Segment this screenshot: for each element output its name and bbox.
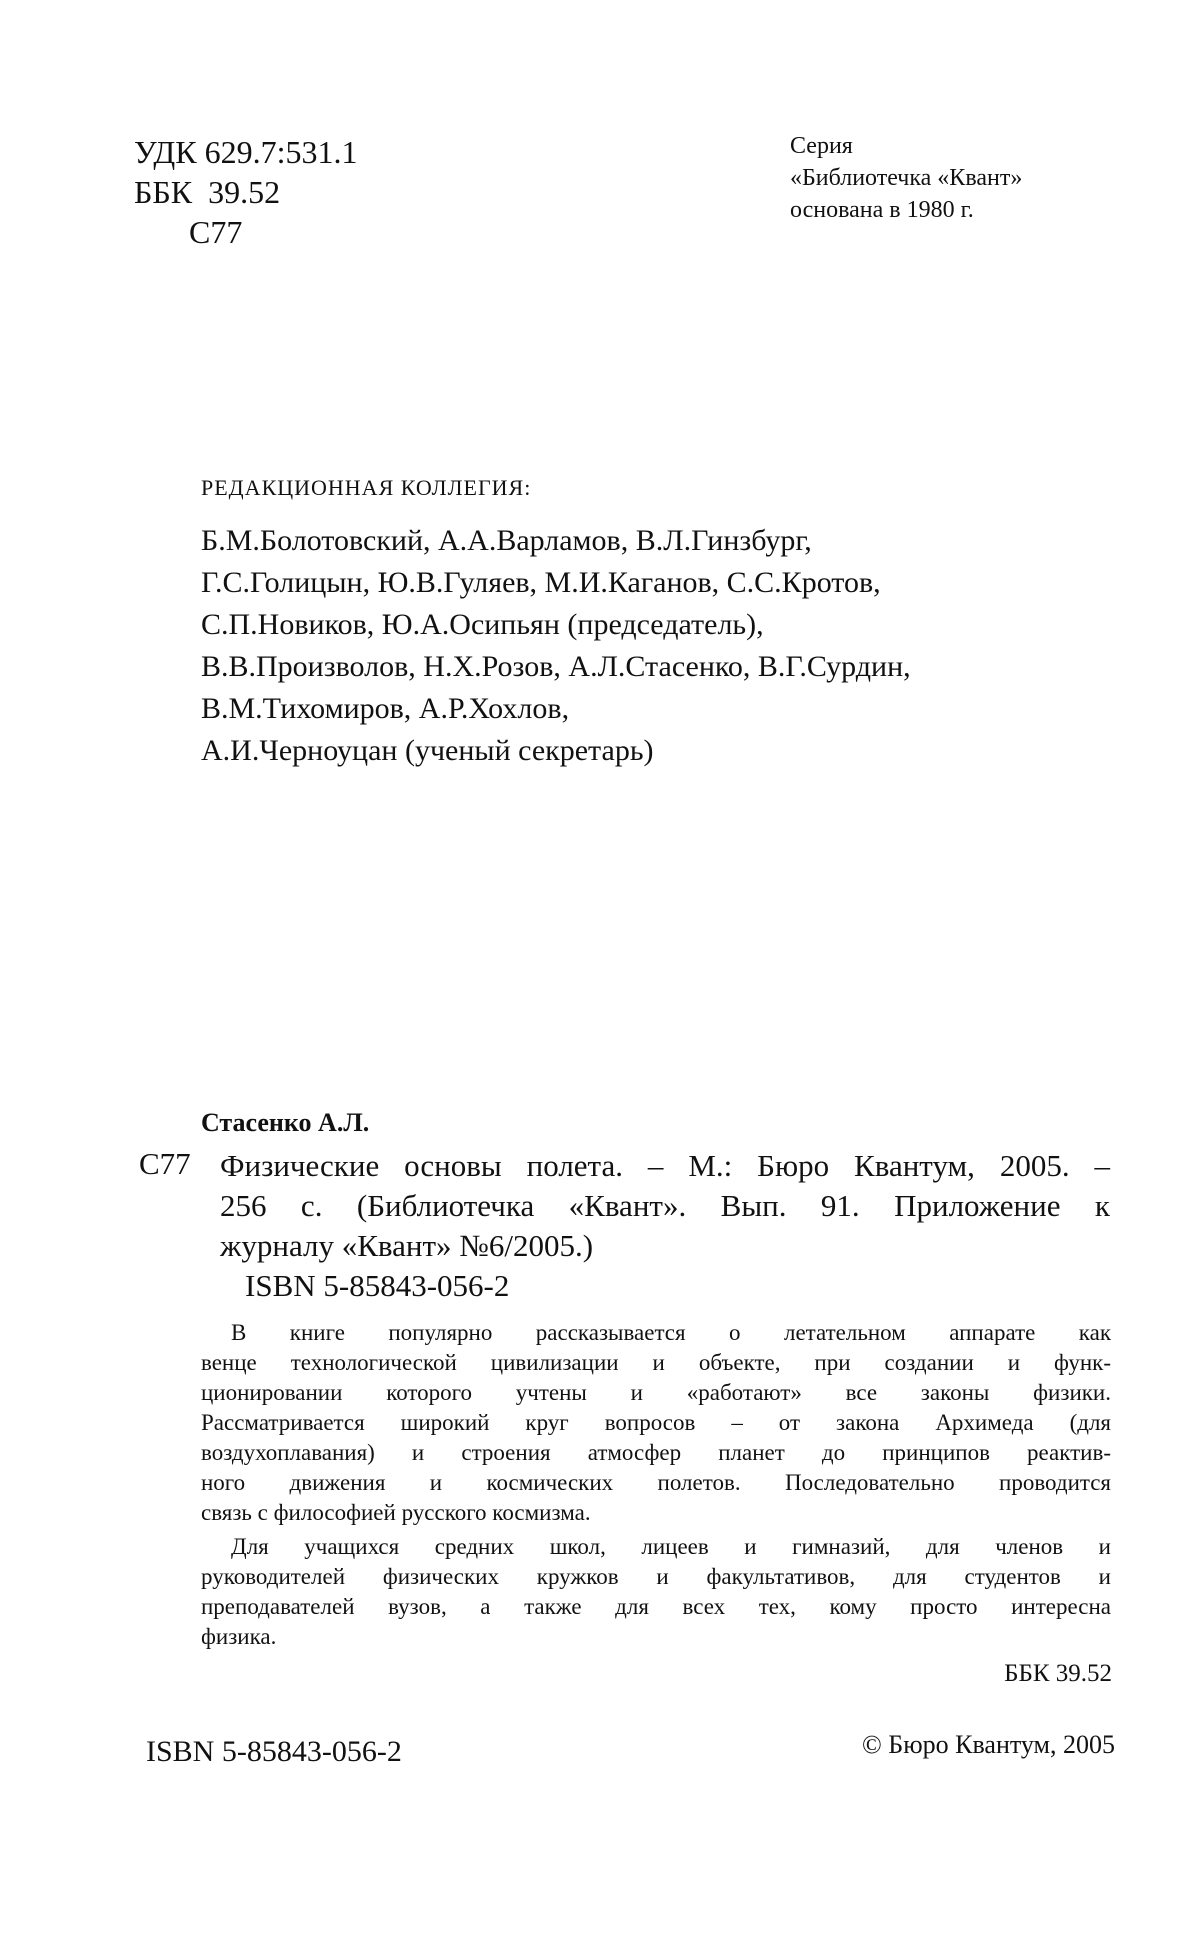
classification-codes: [134, 132, 357, 252]
board-line: С.П.Новиков, Ю.А.Осипьян (председатель),: [201, 608, 764, 641]
bbk-footer: ББК 39.52: [1004, 1660, 1112, 1687]
annotation-line: Для учащихся средних школ, лицеев и гимназий, для членов и: [231, 1534, 1111, 1559]
book-author: Стасенко А.Л.: [201, 1108, 370, 1137]
isbn-record: ISBN 5-85843-056-2: [245, 1268, 510, 1303]
editorial-board-heading: РЕДАКЦИОННАЯ КОЛЛЕГИЯ:: [201, 475, 532, 500]
bib-line: Физические основы полета. – М.: Бюро Квантум, 2005. –: [220, 1148, 1110, 1183]
annotation-line: связь с философией русского космизма.: [201, 1500, 591, 1525]
annotation-line: Рассматривается широкий круг вопросов – от закона Архимеда (для: [201, 1410, 1111, 1435]
annotation-line: В книге популярно рассказывается о летательном аппарате как: [231, 1320, 1111, 1345]
udk-code: УДК 629.7:531.1: [134, 134, 358, 170]
series-info: [790, 130, 1022, 226]
bib-line: журналу «Квант» №6/2005.): [220, 1228, 594, 1263]
series-line: Серия: [790, 133, 853, 159]
annotation-line: физика.: [201, 1624, 277, 1649]
series-line: основана в 1980 г.: [790, 197, 974, 223]
board-line: Б.М.Болотовский, А.А.Варламов, В.Л.Гинзбург,: [201, 524, 812, 557]
annotation-line: венце технологической цивилизации и объекте, при создании и функ-: [201, 1350, 1111, 1375]
bbk-code: ББК 39.52: [134, 174, 281, 210]
series-line: «Библиотечка «Квант»: [790, 165, 1023, 191]
copyright-notice: © Бюро Квантум, 2005: [862, 1730, 1115, 1759]
board-line: Г.С.Голицын, Ю.В.Гуляев, М.И.Каганов, С.С.Кротов,: [201, 566, 881, 599]
catalog-index: С77: [139, 1146, 191, 1181]
bibliographic-record: [220, 1146, 1110, 1266]
annotation-paragraph-2: [201, 1532, 1111, 1652]
annotation-line: преподавателей вузов, а также для всех тех, кому просто интересна: [201, 1594, 1111, 1619]
annotation-line: ного движения и космических полетов. Последовательно проводится: [201, 1470, 1111, 1495]
editorial-board-list: [201, 520, 911, 772]
bib-line: 256 с. (Библиотечка «Квант». Вып. 91. Приложение к: [220, 1188, 1110, 1223]
author-mark: С77: [189, 214, 243, 250]
annotation-line: воздухоплавания) и строения атмосфер планет до принципов реактив-: [201, 1440, 1111, 1465]
isbn-footer: ISBN 5-85843-056-2: [146, 1735, 402, 1768]
board-line: В.В.Произволов, Н.Х.Розов, А.Л.Стасенко, В.Г.Сурдин,: [201, 650, 911, 683]
annotation-paragraph-1: [201, 1318, 1111, 1528]
annotation-line: ционировании которого учтены и «работают» все законы физики.: [201, 1380, 1111, 1405]
annotation-line: руководителей физических кружков и факультативов, для студентов и: [201, 1564, 1111, 1589]
board-line: В.М.Тихомиров, А.Р.Хохлов,: [201, 692, 570, 725]
board-line: А.И.Черноуцан (ученый секретарь): [201, 734, 654, 767]
